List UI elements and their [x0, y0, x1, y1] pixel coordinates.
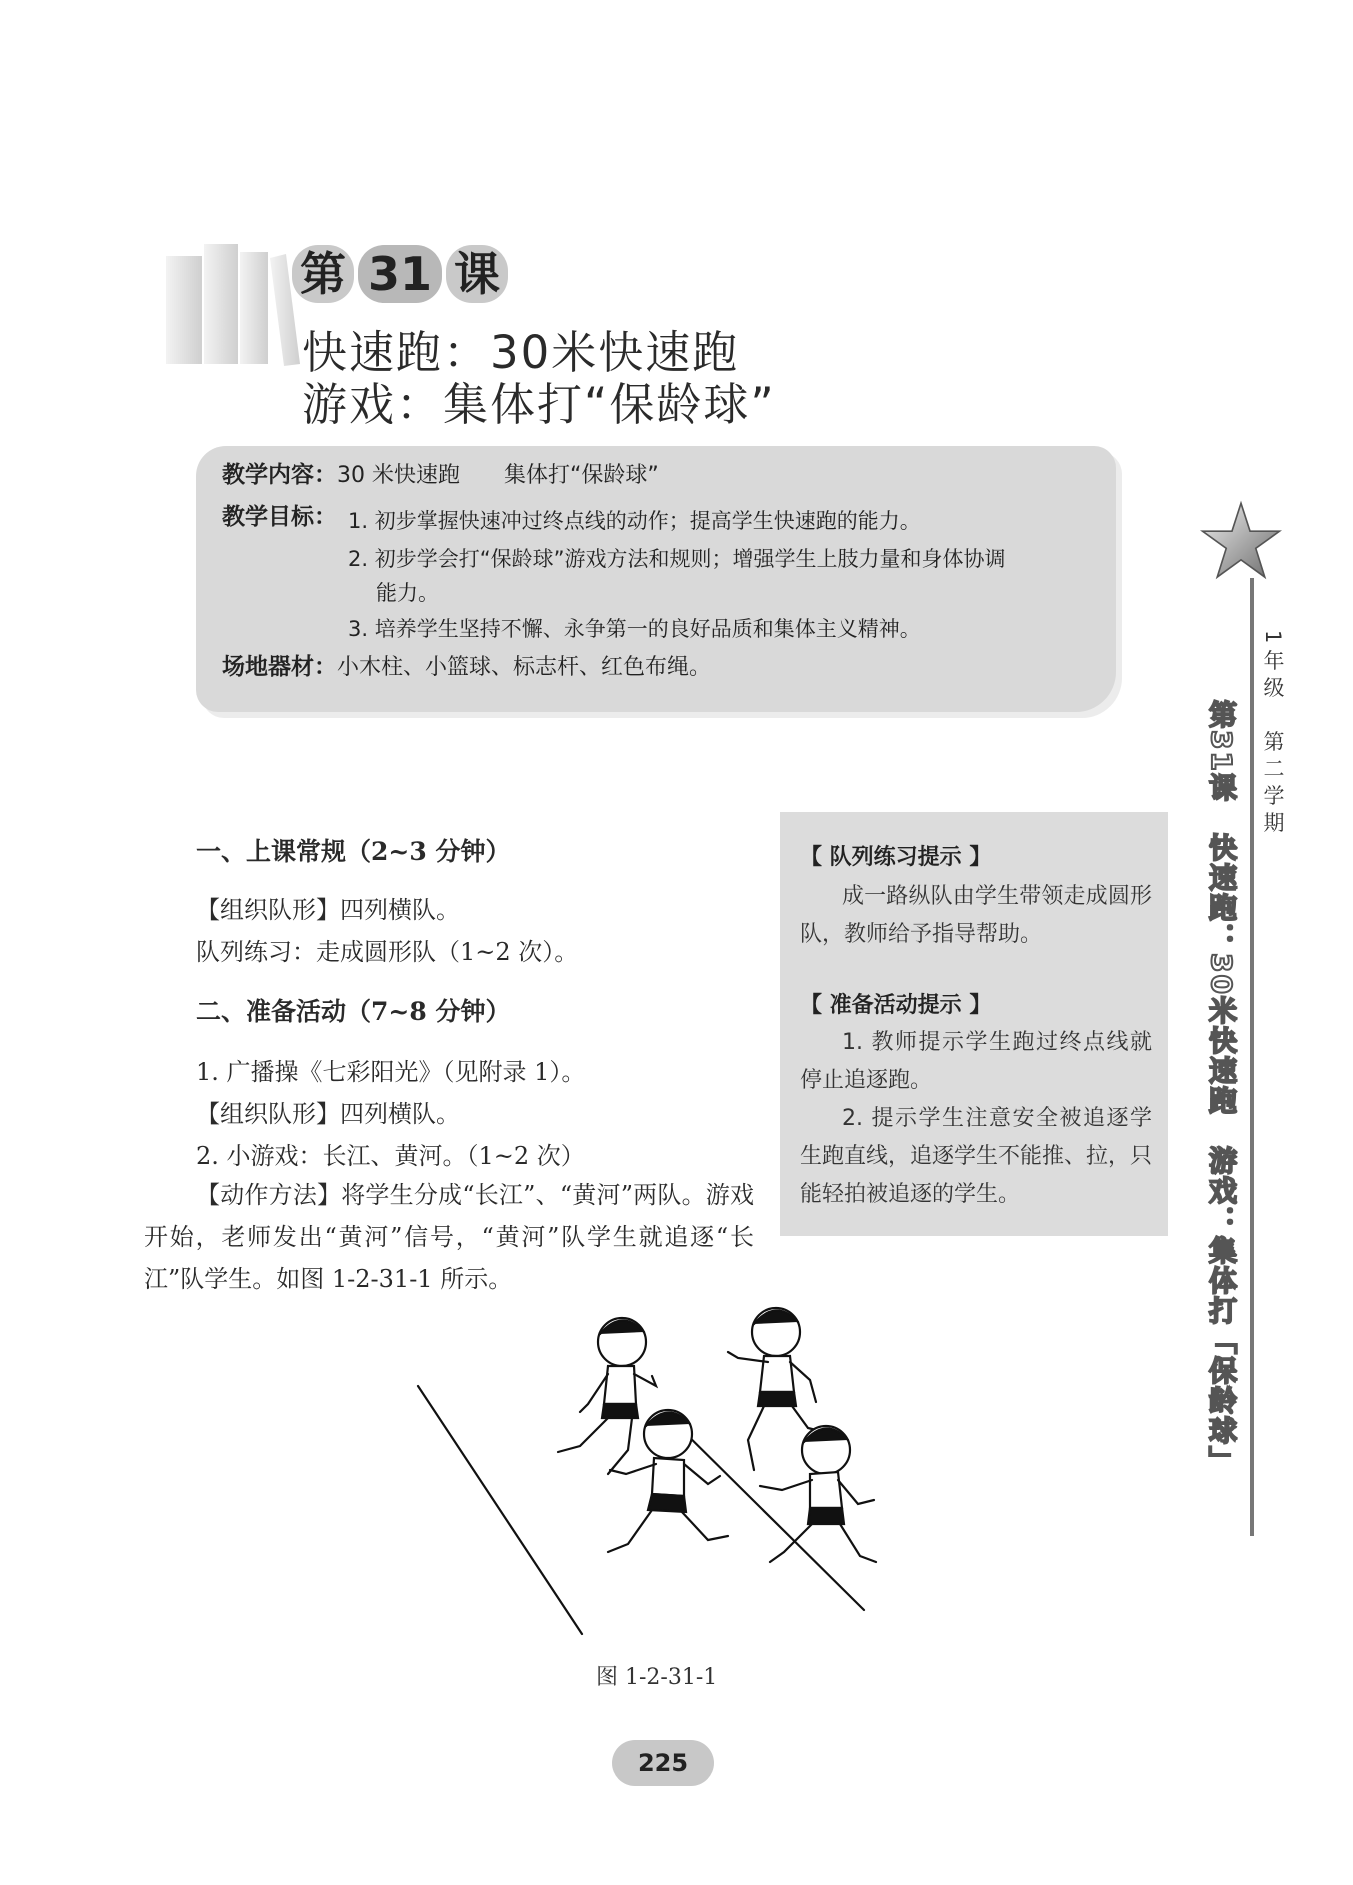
tip-heading-warmup: 【 准备活动提示 】	[800, 993, 992, 1018]
teaching-content-row	[222, 460, 659, 491]
warmup-item: 1. 广播操《七彩阳光》（见附录 1）。	[196, 1058, 586, 1086]
goal-item: 能力。	[376, 581, 439, 605]
section-heading-routine: 一、上课常规（2~3 分钟）	[196, 837, 511, 866]
section-heading-warmup: 二、准备活动（7~8 分钟）	[196, 997, 511, 1026]
lesson-suffix: 课	[446, 245, 508, 303]
goal-item: 1. 初步掌握快速冲过终点线的动作；提高学生快速跑的能力。	[348, 509, 921, 533]
tips-box	[780, 812, 1168, 1236]
formation-text: 【组织队形】四列横队。	[196, 1100, 460, 1128]
teaching-goals-row	[222, 502, 337, 533]
running-children-illustration	[408, 1300, 908, 1640]
lesson-prefix: 第	[292, 245, 354, 303]
tip-text: 1. 教师提示学生跑过终点线就停止追逐跑。	[800, 1030, 1152, 1093]
equipment-value: 小木柱、小篮球、标志杆、红色布绳。	[337, 655, 712, 680]
lesson-number: 31	[358, 245, 442, 303]
subtitle-running: 快速跑：30米快速跑	[302, 326, 740, 379]
teaching-content-value: 30 米快速跑 集体打“保龄球”	[337, 463, 659, 488]
goal-item: 3. 培养学生坚持不懈、永争第一的良好品质和集体主义精神。	[348, 617, 921, 641]
teaching-content-label: 教学内容：	[222, 462, 337, 488]
tip-heading-drill: 【 队列练习提示 】	[800, 845, 992, 870]
equipment-label: 场地器材：	[222, 654, 337, 680]
tip-text: 成一路纵队由学生带领走成圆形队，教师给予指导帮助。	[800, 884, 1152, 947]
star-icon	[1200, 500, 1282, 582]
subtitle-game: 游戏：集体打“保龄球”	[302, 378, 776, 431]
formation-text: 【组织队形】四列横队。	[196, 896, 460, 924]
books-decoration	[160, 242, 300, 367]
method-paragraph: 【动作方法】将学生分成“长江”、“黄河”两队。游戏开始，老师发出“黄河”信号，“黄河”队学生就追逐“长江”队学生。如图 1-2-31-1 所示。	[144, 1181, 754, 1293]
sidebar-grade-term: 1年级 第二学期	[1261, 630, 1285, 839]
page-number: 225	[637, 1749, 689, 1777]
teaching-info-box	[196, 446, 1116, 712]
tip-text: 2. 提示学生注意安全被追逐学生跑直线，追逐学生不能推、拉，只能轻拍被追逐的学生。	[800, 1106, 1153, 1207]
lesson-title	[292, 244, 508, 304]
warmup-item: 2. 小游戏：长江、黄河。（1~2 次）	[196, 1142, 585, 1170]
teaching-goals-label: 教学目标：	[222, 504, 337, 530]
figure-caption: 图 1-2-31-1	[596, 1665, 718, 1690]
goal-item: 2. 初步学会打“保龄球”游戏方法和规则；增强学生上肢力量和身体协调	[348, 547, 1006, 571]
drill-text: 队列练习：走成圆形队（1~2 次）。	[196, 938, 579, 966]
equipment-row	[222, 652, 711, 683]
sidebar-lesson-title: 第31课 快速跑：30米快速跑 游戏：集体打「保龄球」	[1205, 700, 1238, 1476]
sidebar-divider	[1250, 578, 1254, 1536]
